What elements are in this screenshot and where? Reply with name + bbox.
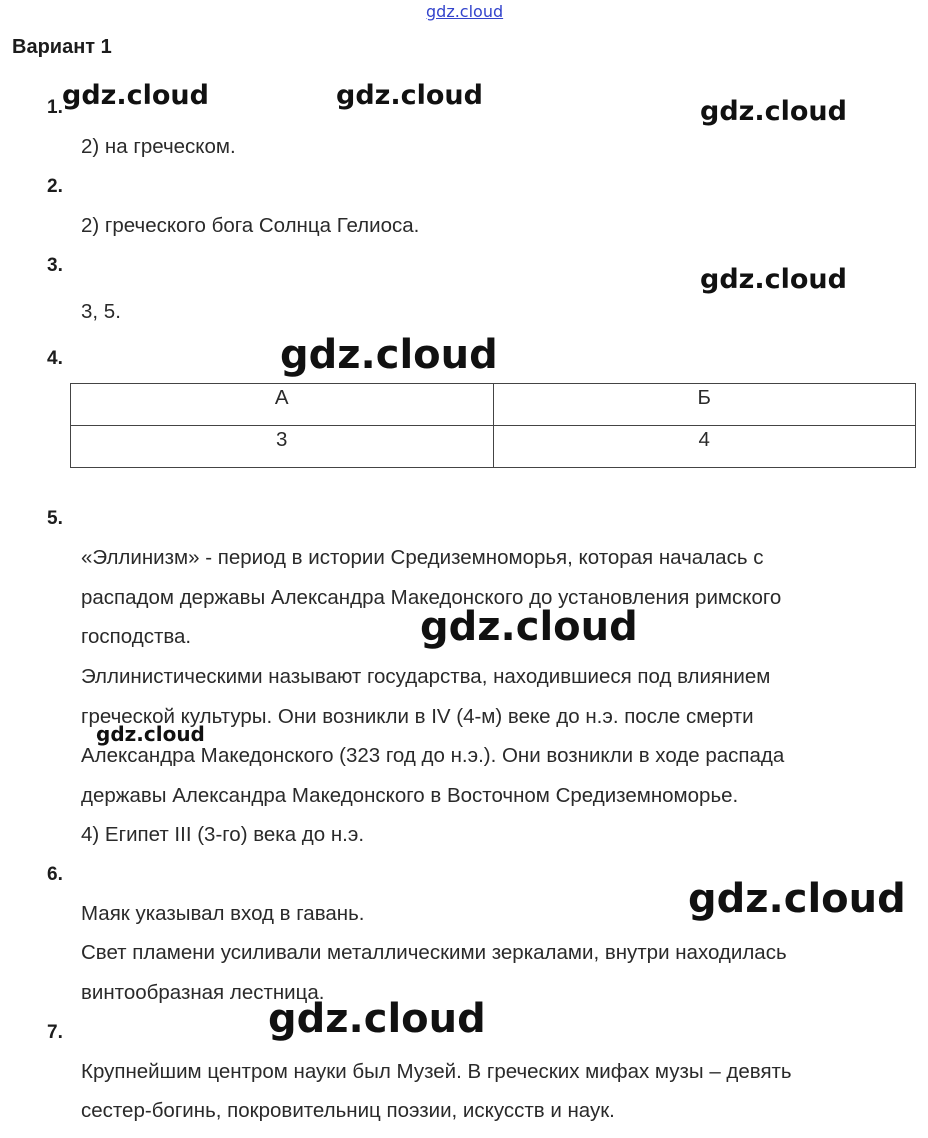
answer-5-line-6: Александра Македонского (323 год до н.э.). Они возникли в ходе распада <box>81 744 785 767</box>
answer-7-line-2: сестер-богинь, покровительниц поэзии, искусств и наук. <box>81 1099 615 1122</box>
answer-5-line-2: распадом державы Александра Македонского до установления римского <box>81 586 782 609</box>
answer-1-line-1: 2) на греческом. <box>81 135 236 158</box>
answer-6-line-3: винтообразная лестница. <box>81 981 325 1004</box>
watermark: gdz.cloud <box>96 722 205 746</box>
answer-5-line-7: державы Александра Македонского в Восточном Средиземноморье. <box>81 784 739 807</box>
page-title: Вариант 1 <box>12 36 112 58</box>
item-number-7: 7. <box>47 1022 63 1043</box>
answer-6-line-2: Свет пламени усиливали металлическими зеркалами, внутри находилась <box>81 941 787 964</box>
table-value-a: 3 <box>71 426 494 468</box>
watermark: gdz.cloud <box>688 876 906 922</box>
answer-5-line-3: господства. <box>81 625 192 648</box>
item-number-1: 1. <box>47 97 63 118</box>
answer-2-line-1: 2) греческого бога Солнца Гелиоса. <box>81 214 420 237</box>
table-header-a: А <box>71 384 494 426</box>
watermark: gdz.cloud <box>700 264 847 295</box>
watermark-top: gdz.cloud <box>426 2 504 21</box>
watermark: gdz.cloud <box>420 604 638 650</box>
watermark: gdz.cloud <box>280 332 498 378</box>
item-number-4: 4. <box>47 348 63 369</box>
item-number-3: 3. <box>47 255 63 276</box>
watermark: gdz.cloud <box>336 80 483 111</box>
answer-5-line-1: «Эллинизм» - период в истории Средиземноморья, которая началась с <box>81 546 764 569</box>
item-number-5: 5. <box>47 508 63 529</box>
item-number-2: 2. <box>47 176 63 197</box>
answer-5-line-8: 4) Египет III (3-го) века до н.э. <box>81 823 365 846</box>
watermark: gdz.cloud <box>700 96 847 127</box>
answer-table <box>70 383 916 468</box>
table-row <box>71 426 916 468</box>
answer-7-line-1: Крупнейшим центром науки был Музей. В греческих мифах музы – девять <box>81 1060 792 1083</box>
watermark: gdz.cloud <box>268 996 486 1042</box>
answer-3-line-1: 3, 5. <box>81 300 121 323</box>
watermark: gdz.cloud <box>62 80 209 111</box>
table-row <box>71 384 916 426</box>
answer-6-line-1: Маяк указывал вход в гавань. <box>81 902 365 925</box>
answer-5-line-4: Эллинистическими называют государства, находившиеся под влиянием <box>81 665 771 688</box>
item-number-6: 6. <box>47 864 63 885</box>
table-header-b: Б <box>493 384 916 426</box>
answer-5-line-5: греческой культуры. Они возникли в IV (4-м) веке до н.э. после смерти <box>81 705 754 728</box>
table-value-b: 4 <box>493 426 916 468</box>
